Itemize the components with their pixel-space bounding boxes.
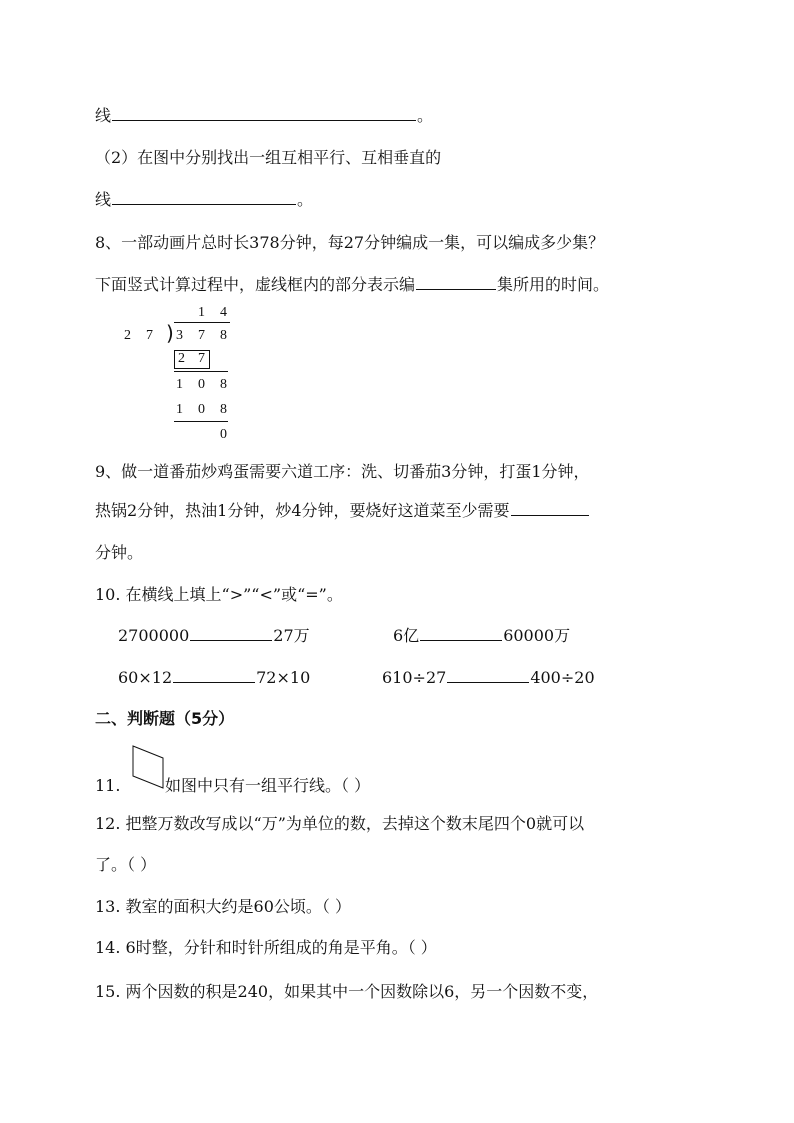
compare-3	[118, 670, 310, 686]
step3-digit: 1	[176, 402, 183, 417]
divisor-digit: 7	[146, 328, 153, 343]
line-1-prefix: 线	[95, 106, 112, 125]
compare-2-right: 60000万	[503, 626, 571, 645]
step3-digit: 8	[220, 402, 227, 417]
line-3-prefix: 线	[95, 190, 112, 209]
q8-suffix: 集所用的时间。	[497, 275, 610, 294]
dividend-digit: 7	[198, 328, 205, 343]
division-bracket: )	[166, 321, 174, 345]
quotient-digit: 1	[198, 305, 205, 320]
compare-4	[382, 670, 595, 686]
question-10-text: 10. 在横线上填上“>”“<”或“=”。	[95, 585, 343, 604]
answer-blank-q9[interactable]	[511, 514, 589, 516]
line-3-suffix: 。	[297, 190, 314, 209]
step3-digit: 0	[198, 402, 205, 417]
line-3	[95, 192, 313, 208]
compare-3-right: 72×10	[256, 668, 311, 687]
compare-2-blank[interactable]	[420, 639, 502, 641]
remainder: 0	[220, 427, 227, 442]
step1-digit: 7	[198, 351, 205, 366]
question-9-text: 9、做一道番茄炒鸡蛋需要六道工序：洗、切番茄3分钟，打蛋1分钟，	[95, 462, 590, 481]
compare-2-left: 6亿	[393, 626, 420, 645]
answer-blank-q8[interactable]	[416, 288, 496, 290]
line-1	[95, 108, 433, 124]
question-13-text: 13. 教室的面积大约是60公顷。（ ）	[95, 897, 351, 916]
question-15-text: 15. 两个因数的积是240，如果其中一个因数除以6，另一个因数不变，	[95, 982, 599, 1001]
question-11-number: 11.	[95, 776, 121, 795]
trapezoid-figure	[131, 744, 165, 792]
dividend-digit: 3	[176, 328, 183, 343]
step2-digit: 0	[198, 377, 205, 392]
compare-1-left: 2700000	[118, 626, 190, 645]
question-12-text-2: 了。（ ）	[95, 855, 157, 874]
divisor-digit: 2	[124, 328, 131, 343]
quotient-digit: 4	[220, 305, 227, 320]
question-14-text: 14. 6时整，分针和时针所组成的角是平角。（ ）	[95, 938, 437, 957]
compare-4-left: 610÷27	[382, 668, 447, 687]
section-heading: 二、判断题（5分）	[95, 709, 235, 728]
division-bar	[174, 322, 230, 323]
step2-digit: 8	[220, 377, 227, 392]
compare-3-left: 60×12	[118, 668, 173, 687]
question-8-text-2	[95, 277, 609, 293]
dividend-digit: 8	[220, 328, 227, 343]
question-12-text: 12. 把整万数改写成以“万”为单位的数，去掉这个数末尾四个0就可以	[95, 814, 585, 833]
compare-3-blank[interactable]	[173, 681, 255, 683]
subtraction-line	[174, 371, 228, 372]
compare-4-blank[interactable]	[447, 681, 529, 683]
question-8-text: 8、一部动画片总时长378分钟，每27分钟编成一集，可以编成多少集？	[95, 233, 605, 252]
answer-blank-1[interactable]	[112, 119, 416, 121]
compare-4-right: 400÷20	[530, 668, 595, 687]
answer-blank-2[interactable]	[112, 203, 296, 205]
compare-1-blank[interactable]	[190, 639, 272, 641]
compare-2	[393, 628, 570, 644]
question-9-text-2	[95, 503, 590, 519]
question-7-part-2: （2）在图中分别找出一组互相平行、互相垂直的	[95, 148, 442, 167]
q8-prefix: 下面竖式计算过程中，虚线框内的部分表示编	[95, 275, 416, 294]
step2-digit: 1	[176, 377, 183, 392]
q9-prefix: 热锅2分钟，热油1分钟，炒4分钟，要烧好这道菜至少需要	[95, 501, 510, 520]
compare-1	[118, 628, 310, 644]
compare-1-right: 27万	[273, 626, 310, 645]
line-1-suffix: 。	[417, 106, 434, 125]
step1-digit: 2	[178, 351, 185, 366]
question-11-text: 如图中只有一组平行线。（ ）	[165, 776, 371, 795]
subtraction-line	[174, 421, 228, 422]
question-9-text-3: 分钟。	[95, 543, 144, 562]
